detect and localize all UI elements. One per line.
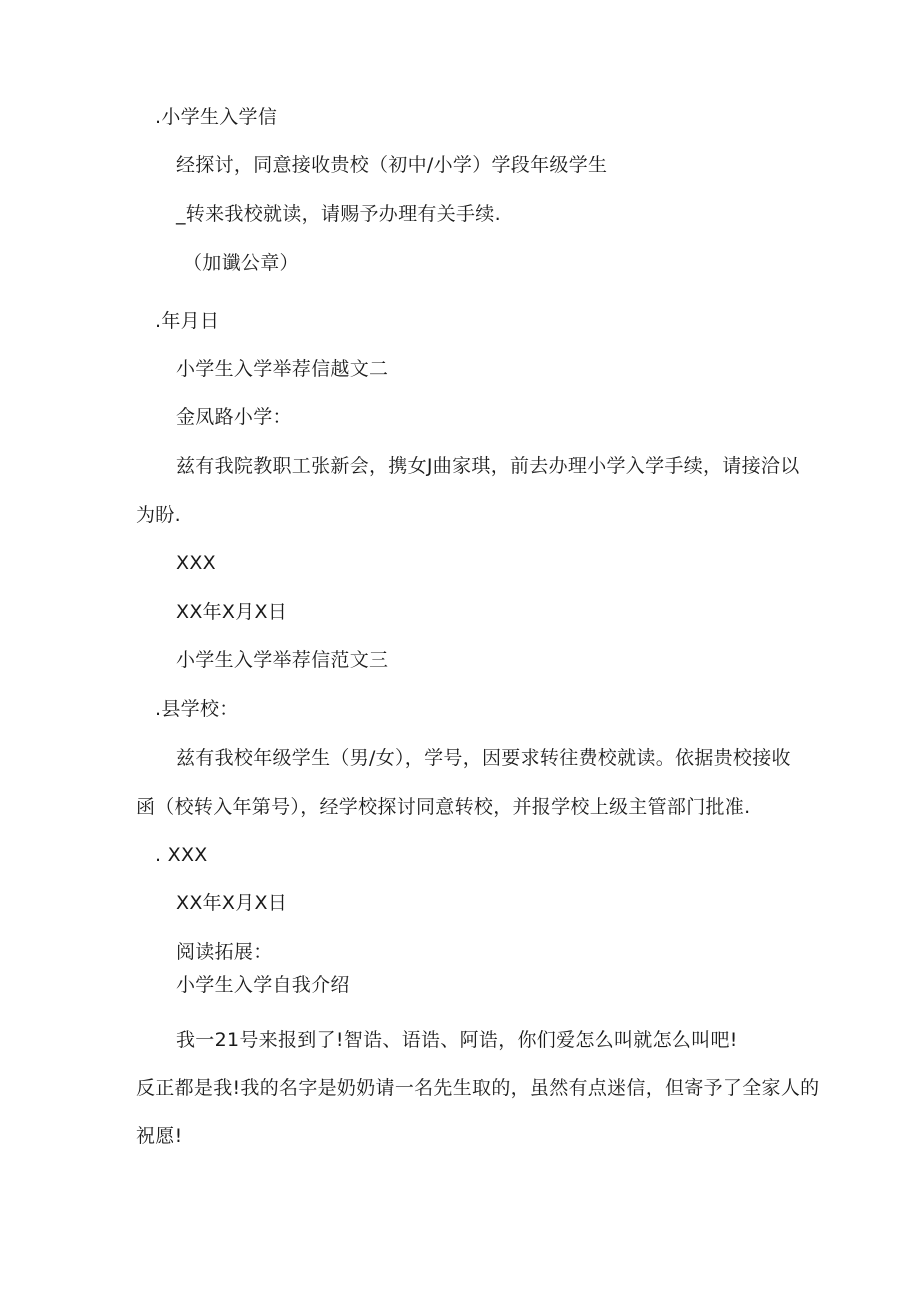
seal-note: （加谶公章） [183,252,299,274]
paragraph-line: 经探讨，同意接收贵校（初中/小学）学段年级学生 [176,154,608,176]
recipient-line: .县学校： [155,698,239,720]
heading-letter-two: 小学生入学举荐信越文二 [176,358,389,380]
section-heading: 小学生入学自我介绍 [176,974,350,996]
recipient-line: 金凤路小学： [176,406,292,428]
date-line: XX年X月X日 [176,892,288,914]
section-heading: 阅读拓展： [176,941,273,963]
paragraph-line: 为盼. [136,504,181,526]
paragraph-line: 兹有我校年级学生（男/女），学号，因要求转往费校就读。依据贵校接收 [176,747,791,769]
heading-letter-one: .小学生入学信 [155,106,278,128]
date-line: .年月日 [155,310,220,332]
paragraph-line: 祝愿! [136,1125,183,1147]
paragraph-line: _转来我校就读，请赐予办理有关手续. [176,203,501,225]
heading-letter-three: 小学生入学举荐信范文三 [176,649,389,671]
signature-line: . XXX [155,844,208,866]
paragraph-line: 函（校转入年第号），经学校探讨同意转校，并报学校上级主管部门批准. [136,796,751,818]
date-line: XX年X月X日 [176,601,288,623]
paragraph-line: 反正都是我!我的名字是奶奶请一名先生取的，虽然有点迷信，但寄予了全家人的 [136,1077,820,1099]
paragraph-line: 我一21号来报到了!智诰、语诰、阿诰，你们爱怎么叫就怎么叫吧! [176,1029,738,1051]
paragraph-line: 兹有我院教职工张新会，携女J曲家琪，前去办理小学入学手续，请接洽以 [176,455,800,477]
signature-line: XXX [176,552,216,574]
